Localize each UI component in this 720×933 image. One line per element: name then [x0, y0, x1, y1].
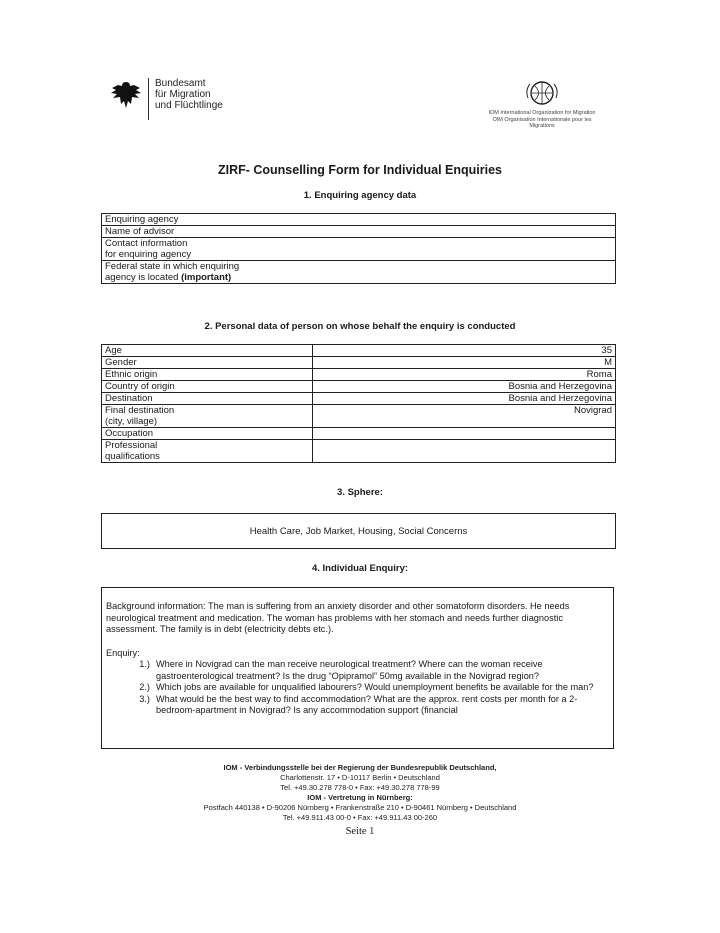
footer-line: Charlottenstr. 17 • D-10117 Berlin • Deutschland	[280, 773, 440, 782]
footer-line: IOM - Vertretung in Nürnberg:	[307, 793, 413, 802]
bamf-divider	[148, 78, 149, 120]
table-row	[102, 393, 616, 405]
section-2-title: 2. Personal data of person on whose behalf the enquiry is conducted	[204, 321, 516, 332]
row-value[interactable]: M	[312, 357, 615, 369]
table-row	[102, 405, 616, 428]
iom-line: IOM International Organization for Migration	[488, 110, 596, 116]
iom-text	[482, 110, 602, 130]
row-value[interactable]	[312, 428, 615, 440]
table-row	[102, 428, 616, 440]
row-label: Ethnic origin	[102, 369, 313, 381]
page-number: Seite 1	[345, 826, 375, 837]
row-label	[102, 440, 313, 463]
section-1-title: 1. Enquiring agency data	[303, 190, 417, 201]
question-number: 3.)	[139, 693, 150, 704]
row-value[interactable]: 35	[312, 345, 615, 357]
question-text: What would be the best way to find accommodation? What are the approx. rent costs per month for a 2-bedroom-apartment in Novigrad? Is any accommodation support (financial	[156, 693, 578, 715]
footer-line: Postfach 440138 • D-90206 Nürnberg • Frankenstraße 210 • D-90461 Nürnberg • Deutschland	[203, 803, 517, 812]
iom-logo-icon	[524, 78, 560, 108]
footer-line: Tel. +49.911.43 00-0 • Fax: +49.911.43 00-260	[282, 813, 438, 822]
row-label: Gender	[102, 357, 313, 369]
row-label[interactable]	[102, 226, 616, 238]
label-text: qualifications	[105, 451, 160, 462]
label-text: Contact information	[105, 238, 188, 249]
enquiry-label: Enquiry:	[106, 647, 140, 658]
row-label: Occupation	[102, 428, 313, 440]
section-3-title: 3. Sphere:	[337, 487, 383, 498]
page-footer	[0, 763, 720, 823]
row-value[interactable]	[312, 440, 615, 463]
label-text: (city, village)	[105, 416, 158, 427]
bamf-line: für Migration	[155, 89, 211, 100]
list-item	[106, 694, 609, 717]
list-item	[106, 659, 609, 682]
bamf-line: Bundesamt	[155, 78, 206, 89]
row-label[interactable]	[102, 238, 616, 261]
question-number: 1.)	[139, 659, 150, 669]
row-value[interactable]: Bosnia and Herzegovina	[312, 393, 615, 405]
table-row	[102, 369, 616, 381]
table-row	[102, 238, 616, 261]
label-text: Professional	[105, 440, 158, 451]
bamf-name	[155, 78, 223, 111]
row-label: Destination	[102, 393, 313, 405]
table-row	[102, 226, 616, 238]
sphere-value: Health Care, Job Market, Housing, Social Concerns	[249, 525, 468, 537]
row-label	[102, 405, 313, 428]
background-information: Background information: The man is suffering from an anxiety disorder and other somatoform disorders. He needs neurological treatment and medication. The woman has problems with her stomach and needs further diagnostic assessment. The family is in debt (electricity debts etc.).	[106, 601, 570, 634]
table-row	[102, 261, 616, 284]
enquiry-field[interactable]	[101, 587, 614, 749]
agency-data-table	[101, 213, 616, 284]
section-4-title: 4. Individual Enquiry:	[311, 563, 409, 574]
iom-logo	[482, 78, 602, 130]
list-item	[106, 682, 609, 694]
bamf-logo	[108, 78, 223, 120]
label-text: for enquiring agency	[105, 249, 192, 260]
table-row	[102, 357, 616, 369]
question-text: Where in Novigrad can the man receive neurological treatment? Where can the woman receive gastroenterological treatment? Is the drug “Opipramol” 50mg available in the Novigrad region?	[156, 659, 543, 681]
row-value[interactable]: Novigrad	[312, 405, 615, 428]
label-text: Federal state in which enquiring	[105, 261, 240, 272]
federal-eagle-icon	[108, 78, 144, 112]
question-text: Which jobs are available for unqualified labourers? Would unemployment benefits be available for the man?	[156, 682, 594, 692]
row-label[interactable]	[102, 261, 616, 284]
bamf-line: und Flüchtlinge	[155, 100, 223, 111]
row-label[interactable]	[102, 214, 616, 226]
footer-line: Tel. +49.30.278 778-0 • Fax: +49.30.278 778-99	[280, 783, 440, 792]
label-text: agency is located	[105, 272, 179, 283]
row-value[interactable]: Roma	[312, 369, 615, 381]
table-row	[102, 214, 616, 226]
label-text: Name of advisor	[105, 226, 175, 237]
row-label: Country of origin	[102, 381, 313, 393]
table-row	[102, 345, 616, 357]
label-text: Enquiring agency	[105, 214, 179, 225]
footer-line: IOM - Verbindungsstelle bei der Regierung der Bundesrepublik Deutschland,	[223, 763, 497, 772]
row-label: Age	[102, 345, 313, 357]
table-row	[102, 440, 616, 463]
personal-data-table	[101, 344, 616, 463]
important-note: (important)	[181, 272, 232, 283]
row-value[interactable]: Bosnia and Herzegovina	[312, 381, 615, 393]
iom-line: OIM Organisation Internationale pour les Migrations	[492, 116, 592, 129]
form-title: ZIRF- Counselling Form for Individual Enquiries	[217, 163, 503, 177]
table-row	[102, 381, 616, 393]
sphere-field[interactable]	[101, 513, 616, 549]
question-number: 2.)	[139, 682, 150, 692]
label-text: Final destination	[105, 405, 175, 416]
